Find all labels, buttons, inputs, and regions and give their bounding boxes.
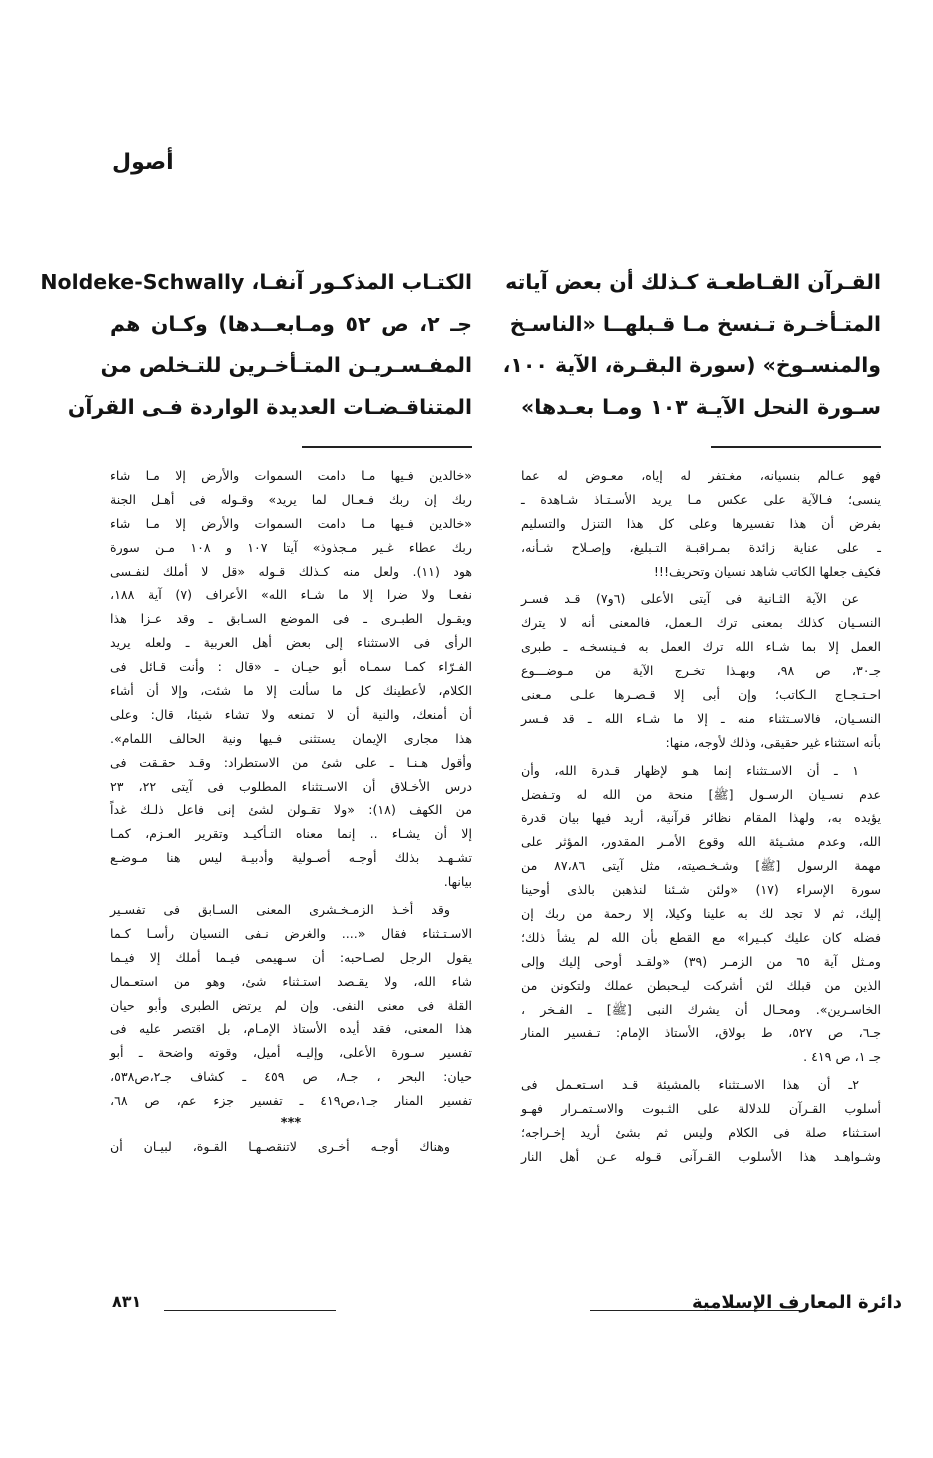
- right-column: [502, 262, 882, 1169]
- note-line: وشـواهـد هذا الأسلوب القـرآنى قـوله عـن أهل النار: [521, 1148, 881, 1164]
- note-line: شاء الله، ولا يقـصد استـثناء شئ، وهو من استعـمال: [110, 973, 472, 989]
- note-line: يقول الرجل لصـاحبه: أن سـهيمى فيـما أملك إلا فيـما: [110, 949, 472, 965]
- note-line: ٢ـ أن هذا الاسـتثناء بالمشيئة قـد اسـتعـمل فى: [521, 1077, 859, 1093]
- note-line: احـتـجـاج الـكاتب؛ وإن أبى إلا قـصـرها علـى مـعنى: [521, 687, 881, 703]
- note-line: تفسير سـورة الأعلى، وإليـه أميل، وقوته واضحة ـ أبو: [110, 1045, 472, 1061]
- note-line: أسلوب القـرآن للدلالة على الثـبوت والاسـتمـرار فهـو: [521, 1101, 881, 1117]
- note-line: من الكهف (١٨): «ولا تقـولن لشئ إنى فاعل ذلـك غداً: [110, 802, 472, 818]
- main-text-line: جـ ٢، ص ٥٢ ومـابعــدها) وكـان هم: [110, 311, 472, 336]
- note-line: ويقـول الطبـرى ـ فى الموضع السـابق ـ وقد عـزا هذا: [110, 611, 472, 627]
- note-line: النسـيان كذلك بمعنى ترك الـعمل، فالمعنى أنه لا يترك: [521, 615, 881, 631]
- note-line: يؤيده به، ولهذا المقام نظائر قرآنية، أريد فيها بيان قدرة: [521, 810, 881, 826]
- note-line: هود (١١). ولعل منه كـذلك قـوله «قل لا أملك لنفـسى: [110, 563, 473, 579]
- note-line: حيان: البحر ، جـ٨، ص ٤٥٩ ـ كشاف جـ٢،ص٥٣٨،: [110, 1069, 473, 1085]
- note-line: ـ على عناية زائدة بمـراقبـة التـبليغ، وإصـلاح شـأنه،: [521, 539, 881, 555]
- main-text-line: القـرآن القـاطعـة كـذلك أن بعض آياته: [505, 270, 881, 294]
- footnote-separator: [711, 446, 881, 448]
- note-line: ١ ـ أن الاسـتثناء إنما هـو لإظهار قـدرة الله، وأن: [521, 762, 859, 778]
- note-line: الفـرّاء كمـا سمـاه أبو حيـان ـ «قال : وأنت قـائل فى: [110, 659, 472, 675]
- page-footer: [112, 1292, 902, 1322]
- note-line: نفعـا ولا ضرا إلا ما شـاء الله» الأعراف (٧) آية ١٨٨،: [110, 587, 472, 603]
- note-line: استـثناء صلة فى الكلام وليس ثم بشئ أريد إخـراجه؛: [521, 1125, 881, 1141]
- note-line: العمل إلا بما شـاء الله ترك العمل به فـينسخـه ـ طبرى: [521, 639, 881, 655]
- main-text-line: المفـسـريـن المتـأخـرين للتـخلص من: [100, 353, 472, 377]
- footnotes-block: [521, 464, 881, 1169]
- note-line: فهو عـالم بنسيانه، مغـتفر له إياه، معـوض له عما: [521, 468, 881, 483]
- note-line: الرأى فى الاستثناء إلى بعض أهل العربية ـ ولعله يريد: [110, 635, 472, 651]
- note-line: هذا مجارى الإيمان يستثنى فـيها ونية الحالف اللمام».: [110, 730, 472, 746]
- note-line: عن الآية الثـانية فى آيتى الأعلى (٦و٧) قـد فسـر: [521, 591, 860, 607]
- note-line: ينسى؛ فـالآية على عكس مـا يريد الأسـتـاذ شـاهدة ـ: [521, 491, 881, 507]
- note-line: سورة الإسراء (١٧) «ولئن شـئنا لنذهبن بالذى أوحينا: [521, 882, 881, 898]
- note-line: هذا المعنى، فقد أيده الأستاذ الإمـام، بل اقتصر عليه فى: [110, 1021, 472, 1037]
- running-header: أصول: [112, 150, 174, 175]
- note-line: عدم نسـيان الرسـول [ﷺ] منحة من الله له وتـفضل: [521, 786, 881, 802]
- note-line: إلا أن يشـاء .. إنما معناه التـأكيـد وتقرير العـزم، كمـا: [110, 826, 472, 842]
- note-line: جـ٦، ص ٥٢٧، ط بولاق، الأستاذ الإمام: تـفسير المنار: [521, 1025, 881, 1041]
- note-line: بيانها.: [443, 874, 472, 890]
- note-line: الله، وعدم مشـيئة الله وقوع الأمـر المقدور، المؤثر على: [521, 834, 881, 850]
- note-line: بفرض أن هذا تفسيرها وعلى كل هذا التنزل والتسليم: [521, 515, 881, 531]
- note-line: ومـثل آية ٦٥ من الزمـر (٣٩) «ولقـد أوحى إليك وإلى: [521, 953, 881, 969]
- footnotes-block: [110, 464, 472, 1159]
- footnote-separator: [302, 446, 472, 448]
- note-line: ربك عطاء غـير مـجذوذ» آيتا ١٠٧ و ١٠٨ مـن سورة: [110, 539, 472, 555]
- note-line: الاسـتـثناء فقال «.... والغرض نـفى النسيان رأسـا كـما: [110, 925, 472, 941]
- main-text-line: سـورة النحل الآيـة ١٠٣ ومـا بعـدها»: [521, 394, 881, 419]
- note-line: «خالدين فـيها مـا دامت السموات والأرض إلا مـا شاء: [110, 515, 472, 531]
- note-line: تفسير المنار جـ١،ص٤١٩ ـ تفسير جزء عم، ص ٦٨،: [110, 1093, 472, 1109]
- note-line: وأقول هـنـا ـ على شئ من الاستطراد: وقـد حقـقت فى: [110, 754, 472, 770]
- note-line: الذين من قبلك لئن أشركت ليـحبطن عملك ولتكونن من: [521, 977, 881, 993]
- main-text-block: [502, 262, 881, 428]
- note-line: جـ ١، ص ٤١٩ .: [803, 1049, 881, 1065]
- note-line: ربك إن ربك فـعـال لما يريد» وقـوله فى أهـل الجنة: [110, 491, 472, 507]
- footer-rule: [164, 1310, 336, 1311]
- note-line: جـ٣٠، ص ٩٨، وبهـذا تخـرج الآية من مـوضـــوع: [521, 663, 882, 679]
- note-line: درس الأخـلاق أن الاسـتثناء المطلوب فى آيتى ٢٢، ٢٣: [110, 778, 472, 794]
- note-line: الكلام، لأعطينك كل ما سألت إلا ما شئت، وإلا أن أشاء: [110, 683, 472, 699]
- main-text-line: المتـأخـرة تـنسخ مـا قـبلهــا «الناسـخ: [509, 311, 881, 336]
- main-text-line: الكتـاب المذكـور آنفـا، Noldeke-Schwally: [40, 270, 472, 294]
- main-text-line: والمنسـوخ» (سورة البقـرة، الآية ١٠٠،: [502, 353, 881, 377]
- note-line: القلة فى معنى النفى. وإن لم يرتض الطبرى وأبو حيان: [110, 997, 472, 1013]
- note-line: النسـيان، فالاسـتثناء منه ـ إلا ما شـاء الله ـ قد فـسر: [521, 710, 881, 726]
- note-line: تشـهـد بذلك أوجـه أصـولية وأدبيـة ليس هنا مـوضـع: [110, 850, 472, 866]
- note-line: وهناك أوجـه أخـرى لاتنقصـهـا القـوة، لبيـان أن: [110, 1139, 450, 1155]
- note-line: وقد أخـذ الزمـخـشرى المعنى السـابق فى تفسـير: [110, 902, 450, 918]
- note-line: أن أمنعك، والنية أن لا تمنعه ولا تشاء شيئا، قال: وعلى: [110, 706, 472, 722]
- page-number: ٨٣١: [112, 1292, 142, 1311]
- left-column: [40, 262, 473, 1159]
- main-text-line: المتناقـضـات العديدة الواردة فـى القرآن: [67, 394, 472, 419]
- note-line: الخاسـرين». ومحـال أن يشرك النبى [ﷺ] ـ الفـخر ،: [521, 1001, 881, 1017]
- note-line: إليك، ثم لا تجد لك به علينا وكيلا، إلا رحمة من ربك إن: [521, 906, 881, 922]
- note-line: مهمة الرسول [ﷺ] وشـخـصيته، مثل آيتى ٨٧،٨٦ من: [521, 858, 881, 874]
- footer-publication-title: دائرة المعارف الإسلامية: [691, 1292, 902, 1313]
- note-line: بأنه استثناء غير حقيقى، وذلك لأوجه، منها:: [665, 734, 881, 750]
- note-line: فكيف جعلها الكاتب شاهد نسيان وتحريف!!!: [653, 563, 881, 579]
- note-line: «خالدين فـيها مـا دامت السموات والأرض إلا مـا شاء: [110, 468, 472, 483]
- main-text-block: [40, 262, 472, 428]
- section-divider-stars: ***: [280, 1116, 302, 1132]
- note-line: فضله كان عليك كبـيرا» مع القطع بأن الله لم يشأ ذلك؛: [521, 929, 881, 945]
